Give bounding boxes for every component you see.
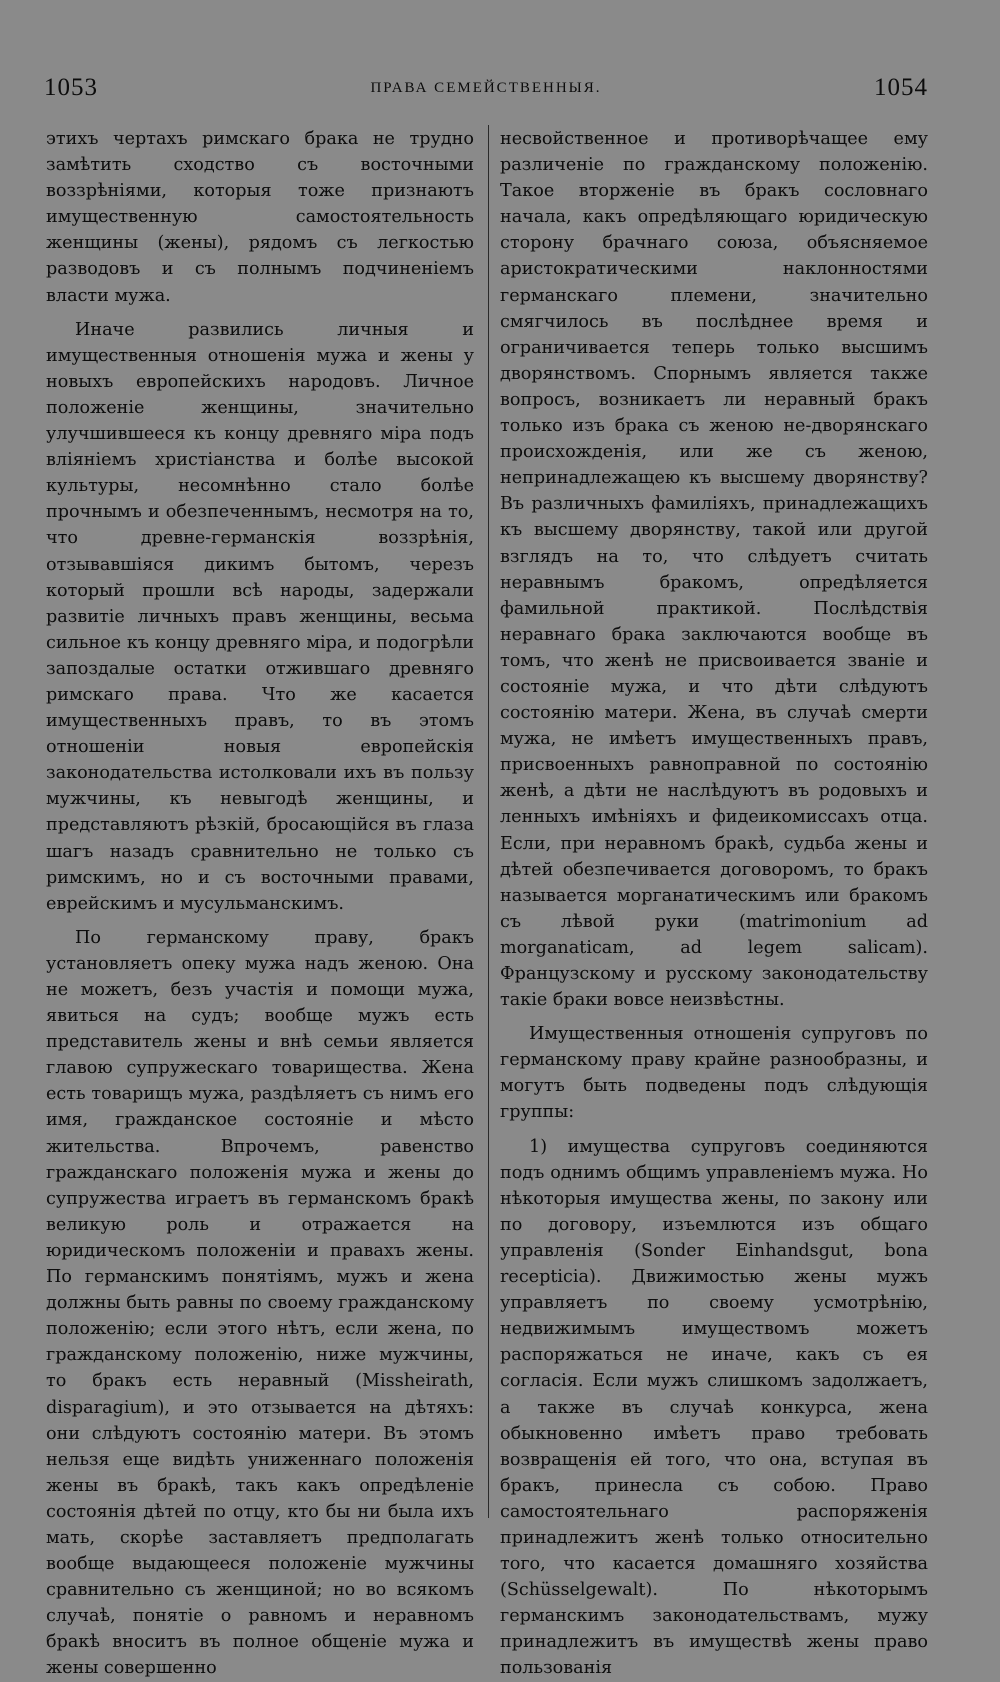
page-header	[44, 74, 928, 108]
column-divider	[488, 125, 489, 1518]
right-column	[500, 126, 928, 1682]
left-column	[46, 126, 474, 1682]
paragraph: Иначе развились личныя и имущественныя отношенія мужа и жены у новыхъ европейскихъ народовъ. Личное положеніе женщины, значительно улучшившееся къ концу древняго міра подъ вліяніемъ христіанства и болѣе высокой культуры, несомнѣнно стало болѣе прочнымъ и обезпеченнымъ, несмотря на то, что древне-германскія воззрѣнія, отзывавшіяся дикимъ бытомъ, черезъ который прошли всѣ народы, задержали развитіе личныхъ правъ женщины, весьма сильное къ концу древняго міра, и подогрѣли запоздалые остатки отжившаго древняго римскаго права. Что же касается имущественныхъ правъ, то въ этомъ отношеніи новыя европейскія законодательства истолковали ихъ въ пользу мужчины, къ невыгодѣ женщины, и представляютъ рѣзкій, бросающійся въ глаза шагъ назадъ сравнительно не только съ римскимъ, но и съ восточными правами, еврейскимъ и мусульманскимъ.	[46, 319, 474, 914]
paragraph: 1) имущества супруговъ соединяются подъ однимъ общимъ управленіемъ мужа. Но нѣкоторыя имущества жены, по закону или по договору, изъемлются изъ общаго управленія (Sonder Einhandsgut, bona recepticia). Движимостью жены мужъ управляетъ по своему усмотрѣнію, недвижимымъ имуществомъ можетъ распоряжаться не иначе, какъ съ ея согласія. Если мужъ слишкомъ задолжаетъ, а также въ случаѣ конкурса, жена обыкновенно имѣетъ право требовать возвращенія ей того, что она, вступая въ бракъ, принесла съ собою. Право самостоятельнаго распоряженія принадлежитъ женѣ только относительно того, что касается домашняго хозяйства (Schüsselgewalt). По нѣкоторымъ германскимъ законодательствамъ, мужу принадлежитъ въ имуществѣ жены право пользованія	[500, 1136, 928, 1679]
paragraph: этихъ чертахъ римскаго брака не трудно замѣтить сходство съ восточными воззрѣніями, которыя тоже признаютъ имущественную самостоятельность женщины (жены), рядомъ съ легкостью разводовъ и съ полнымъ подчиненіемъ власти мужа.	[46, 129, 474, 306]
paragraph: несвойственное и противорѣчащее ему различеніе по гражданскому положенію. Такое вторженіе въ бракъ сословнаго начала, какъ опредѣляющаго юридическую сторону брачнаго союза, объясняемое аристократическими наклонностями германскаго племени, значительно смягчилось въ послѣднее время и ограничивается теперь только высшимъ дворянствомъ. Спорнымъ является также вопросъ, возникаетъ ли неравный бракъ только изъ брака съ женою не-дворянскаго происхожденія, или же съ женою, непринадлежащею къ высшему дворянству? Въ различныхъ фамиліяхъ, принадлежащихъ къ высшему дворянству, такой или другой взглядъ на то, что слѣдуетъ считать неравнымъ бракомъ, опредѣляется фамильной практикой. Послѣдствія неравнаго брака заключаются вообще въ томъ, что женѣ не присвоивается званіе и состояніе мужа, и что дѣти слѣдуютъ состоянію матери. Жена, въ случаѣ смерти мужа, не имѣетъ имущественныхъ правъ, присвоенныхъ равноправной по состоянію женѣ, а дѣти не наслѣдуютъ въ родовыхъ и ленныхъ имѣніяхъ и фидеикомиссахъ отца. Если, при неравномъ бракѣ, судьба жены и дѣтей обезпечивается договоромъ, то бракъ называется морганатическимъ или бракомъ съ лѣвой руки (matrimonium ad morganaticam, ad legem salicam). Французскому и русскому законодательству такіе браки вовсе неизвѣстны.	[500, 129, 928, 1011]
page-number-right: 1054	[874, 74, 928, 101]
paragraph: Имущественныя отношенія супруговъ по германскому праву крайне разнообразны, и могутъ быть подведены подъ слѣдующія группы:	[500, 1024, 928, 1123]
page-number-left: 1053	[44, 74, 98, 101]
paragraph: По германскому праву, бракъ установляетъ опеку мужа надъ женою. Она не можетъ, безъ участія и помощи мужа, явиться на судъ; вообще мужъ есть представитель жены и внѣ семьи является главою супружескаго товарищества. Жена есть товарищъ мужа, раздѣляетъ съ нимъ его имя, гражданское состояніе и мѣсто жительства. Впрочемъ, равенство гражданскаго положенія мужа и жены до супружества играетъ въ германскомъ бракѣ великую роль и отражается на юридическомъ положеніи и правахъ жены. По германскимъ понятіямъ, мужъ и жена должны быть равны по своему гражданскому положенію; если этого нѣтъ, если жена, по гражданскому положенію, ниже мужчины, то бракъ есть неравный (Missheirath, disparagium), и это отзывается на дѣтяхъ: они слѣдуютъ состоянію матери. Въ этомъ нельзя еще видѣть униженнаго положенія жены въ бракѣ, такъ какъ опредѣленіе состоянія дѣтей по отцу, кто бы ни была ихъ мать, скорѣе заставляетъ предполагать вообще выдающееся положеніе мужчины сравнительно съ женщиной; но во всякомъ случаѣ, понятіе о равномъ и неравномъ бракѣ вноситъ въ полное общеніе мужа и жены совершенно	[46, 927, 474, 1679]
running-title: ПРАВА СЕМЕЙСТВЕННЫЯ.	[370, 80, 602, 96]
